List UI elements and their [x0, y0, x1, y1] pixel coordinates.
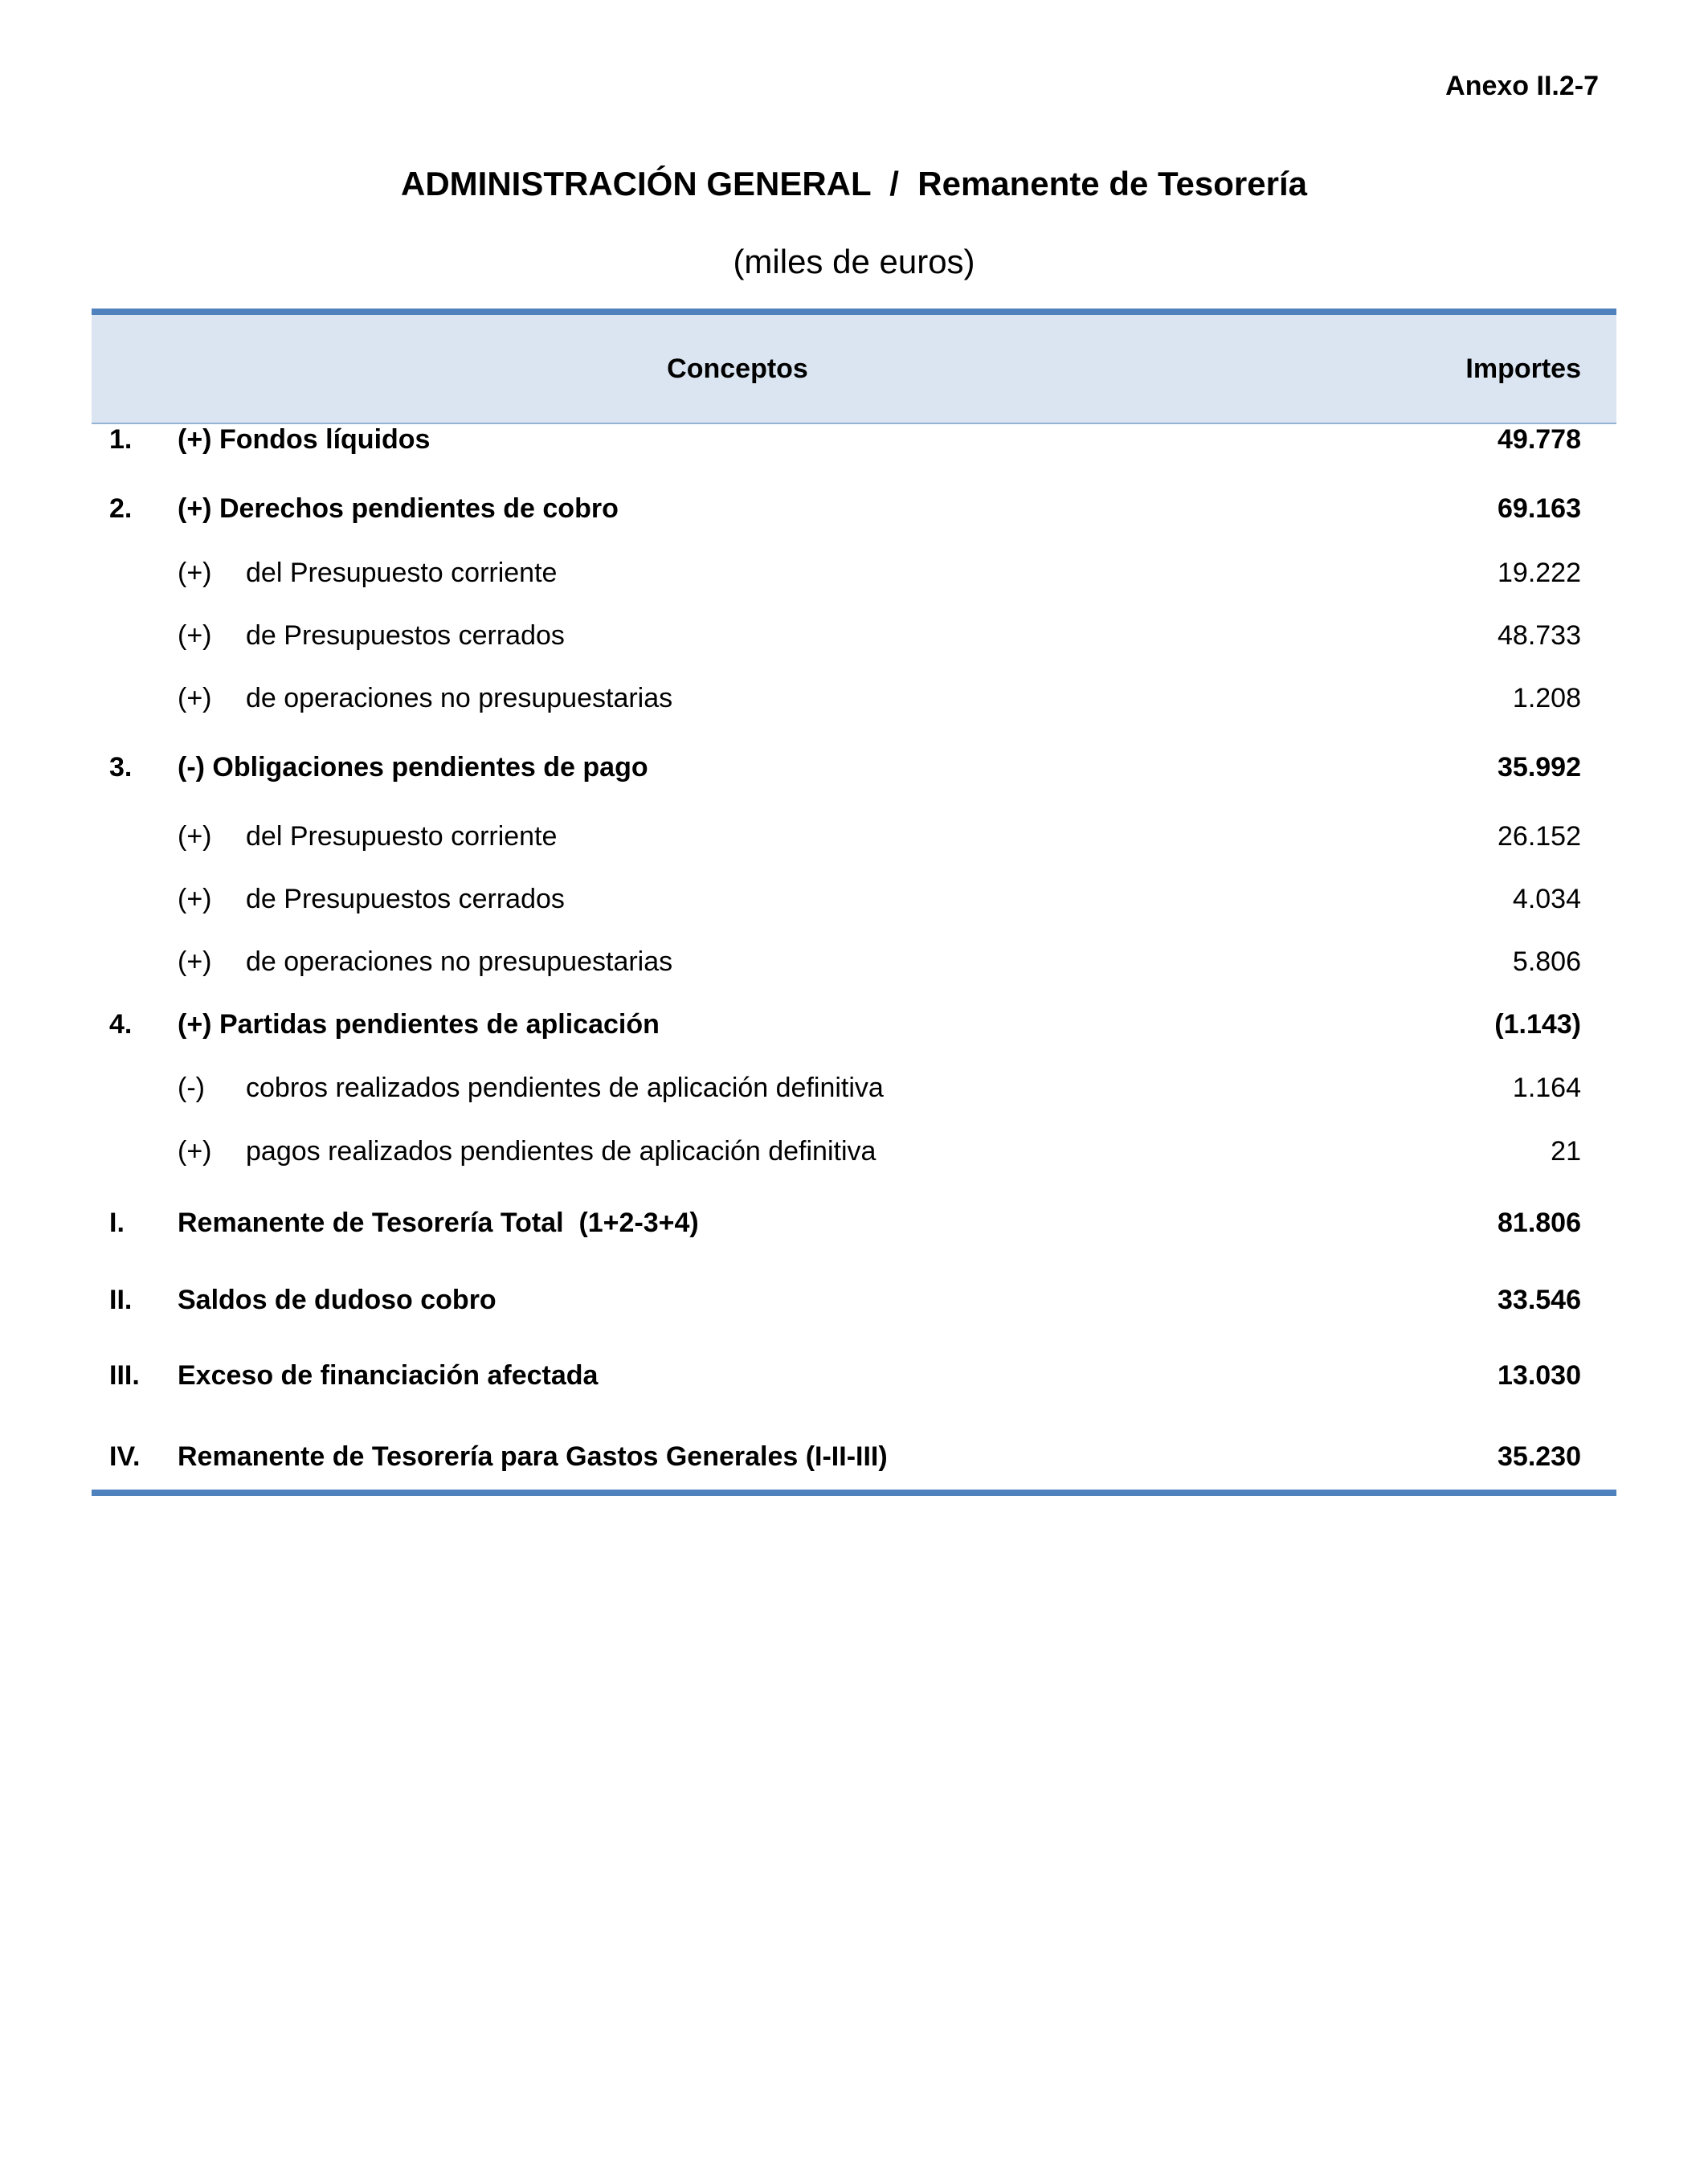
row-number: II. — [109, 1285, 133, 1315]
row-sign: (+) — [178, 558, 212, 588]
table-row — [92, 1208, 1616, 1285]
row-label: de Presupuestos cerrados — [246, 620, 565, 651]
row-value: 69.163 — [1498, 493, 1581, 524]
row-number: 1. — [109, 424, 133, 455]
row-label: (-) Obligaciones pendientes de pago — [178, 752, 648, 783]
table-row — [92, 946, 1616, 1009]
row-number: IV. — [109, 1441, 141, 1472]
table-row — [92, 884, 1616, 946]
row-sign: (-) — [178, 1073, 205, 1103]
row-number: 2. — [109, 493, 133, 524]
treasury-remainder-table — [92, 309, 1616, 1496]
table-row — [92, 752, 1616, 821]
table-row — [92, 1285, 1616, 1360]
row-value: 33.546 — [1498, 1285, 1581, 1315]
row-label: Exceso de financiación afectada — [178, 1360, 599, 1391]
row-value: 1.208 — [1512, 683, 1581, 713]
header-amounts: Importes — [1465, 354, 1581, 384]
row-label: del Presupuesto corriente — [246, 558, 558, 588]
table-row — [92, 1073, 1616, 1136]
row-number: III. — [109, 1360, 140, 1391]
row-sign: (+) — [178, 821, 212, 852]
row-value: 35.230 — [1498, 1441, 1581, 1472]
table-row — [92, 424, 1616, 493]
row-value: 13.030 — [1498, 1360, 1581, 1391]
row-value: 5.806 — [1512, 946, 1581, 977]
row-label: (+) Derechos pendientes de cobro — [178, 493, 619, 524]
row-label: pagos realizados pendientes de aplicación definitiva — [246, 1136, 876, 1167]
table-row — [92, 558, 1616, 620]
row-number: I. — [109, 1208, 125, 1238]
table-row — [92, 1441, 1616, 1490]
row-label: Remanente de Tesorería para Gastos Generales (I-II-III) — [178, 1441, 888, 1472]
table-row — [92, 1009, 1616, 1073]
row-value: 49.778 — [1498, 424, 1581, 455]
table-row — [92, 493, 1616, 558]
row-label: (+) Fondos líquidos — [178, 424, 431, 455]
row-label: (+) Partidas pendientes de aplicación — [178, 1009, 660, 1040]
table-row — [92, 1136, 1616, 1208]
table-header — [92, 315, 1616, 424]
page-subtitle: (miles de euros) — [733, 243, 975, 280]
table-bottom-rule — [92, 1490, 1616, 1496]
row-value: 1.164 — [1512, 1073, 1581, 1103]
row-number: 3. — [109, 752, 133, 783]
page-title: ADMINISTRACIÓN GENERAL / Remanente de Tesorería — [401, 165, 1307, 202]
row-value: 19.222 — [1498, 558, 1581, 588]
row-sign: (+) — [178, 946, 212, 977]
table-top-rule — [92, 309, 1616, 315]
row-label: de Presupuestos cerrados — [246, 884, 565, 914]
row-value: 4.034 — [1512, 884, 1581, 914]
header-concepts: Conceptos — [667, 354, 808, 384]
annex-reference: Anexo II.2-7 — [1445, 71, 1599, 101]
row-value: 81.806 — [1498, 1208, 1581, 1238]
row-label: del Presupuesto corriente — [246, 821, 558, 852]
row-value: (1.143) — [1494, 1009, 1581, 1040]
row-label: Remanente de Tesorería Total (1+2-3+4) — [178, 1208, 699, 1238]
row-value: 35.992 — [1498, 752, 1581, 783]
row-sign: (+) — [178, 1136, 212, 1167]
row-label: Saldos de dudoso cobro — [178, 1285, 496, 1315]
row-label: de operaciones no presupuestarias — [246, 683, 673, 713]
row-number: 4. — [109, 1009, 133, 1040]
row-value: 48.733 — [1498, 620, 1581, 651]
row-sign: (+) — [178, 884, 212, 914]
row-value: 21 — [1551, 1136, 1581, 1167]
row-label: de operaciones no presupuestarias — [246, 946, 673, 977]
row-label: cobros realizados pendientes de aplicación definitiva — [246, 1073, 884, 1103]
row-value: 26.152 — [1498, 821, 1581, 852]
table-row — [92, 821, 1616, 884]
row-sign: (+) — [178, 683, 212, 713]
table-row — [92, 683, 1616, 752]
table-row — [92, 620, 1616, 683]
row-sign: (+) — [178, 620, 212, 651]
table-row — [92, 1360, 1616, 1441]
